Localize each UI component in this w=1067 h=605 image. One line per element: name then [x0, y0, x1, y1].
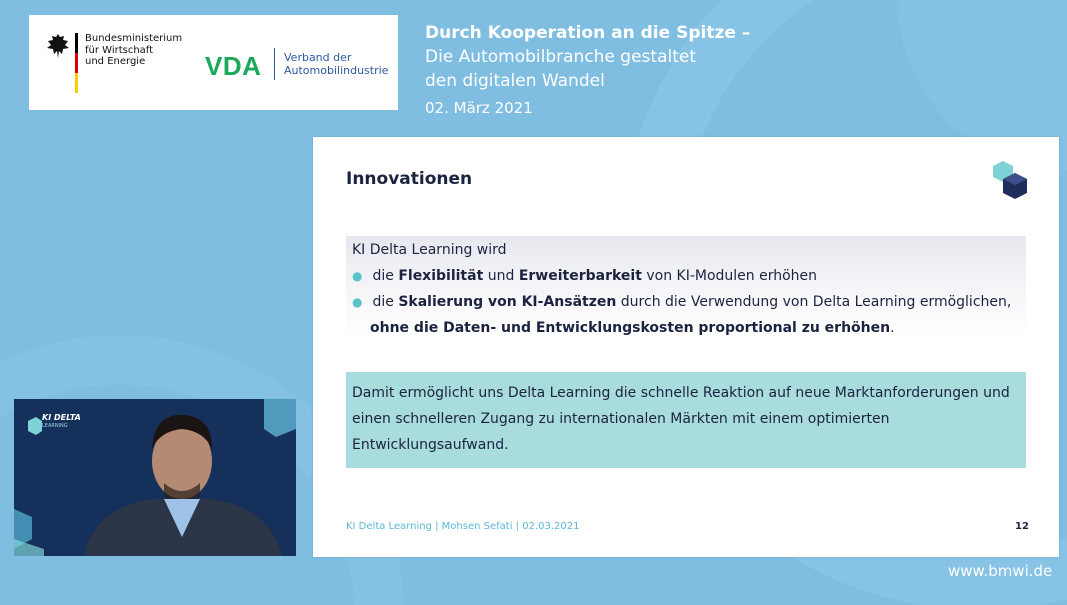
video-logo-text: KI DELTA — [42, 413, 81, 422]
logo-bar — [29, 15, 398, 110]
content-box — [346, 236, 1026, 346]
video-logo-subtext: LEARNING — [42, 423, 68, 429]
bullet-dot-icon: ● — [352, 269, 363, 283]
ministry-name: Bundesministerium für Wirtschaft und Energie — [85, 33, 183, 67]
highlight-line: Entwicklungsaufwand. — [352, 437, 509, 453]
slide-heading: Innovationen — [346, 169, 473, 189]
highlight-box — [346, 372, 1026, 468]
slide-footer: KI Delta Learning | Mohsen Sefati | 02.03.2021 — [346, 521, 580, 532]
event-title: Durch Kooperation an die Spitze – Die Automobilbranche gestaltet den digitalen Wandel — [425, 23, 751, 91]
cube-logo-icon — [991, 159, 1031, 201]
highlight-line: einen schnelleren Zugang zu internationalen Märkten mit einem optimierten — [352, 411, 890, 427]
bullet-dot-icon: ● — [352, 295, 363, 309]
bullet-item: ● die Skalierung von KI-Ansätzen durch die Verwendung von Delta Learning ermöglichen, — [352, 294, 1012, 310]
event-date: 02. März 2021 — [425, 99, 533, 117]
presentation-slide — [313, 137, 1059, 557]
bullet-continuation: ohne die Daten- und Entwicklungskosten proportional zu erhöhen. — [370, 320, 895, 336]
speaker-video — [14, 399, 296, 556]
slide-number: 12 — [1015, 521, 1029, 532]
site-url: www.bmwi.de — [948, 562, 1053, 580]
german-flag-bar — [75, 33, 78, 93]
intro-text: KI Delta Learning wird — [352, 242, 507, 258]
federal-eagle-icon — [46, 33, 70, 59]
highlight-line: Damit ermöglicht uns Delta Learning die schnelle Reaktion auf neue Marktanforderungen und — [352, 385, 1010, 401]
vda-name: Verband der Automobilindustrie — [284, 51, 389, 77]
bullet-item: ● die Flexibilität und Erweiterbarkeit von KI-Modulen erhöhen — [352, 268, 818, 284]
vda-logo: VDA — [205, 51, 262, 81]
vda-divider — [274, 48, 275, 80]
